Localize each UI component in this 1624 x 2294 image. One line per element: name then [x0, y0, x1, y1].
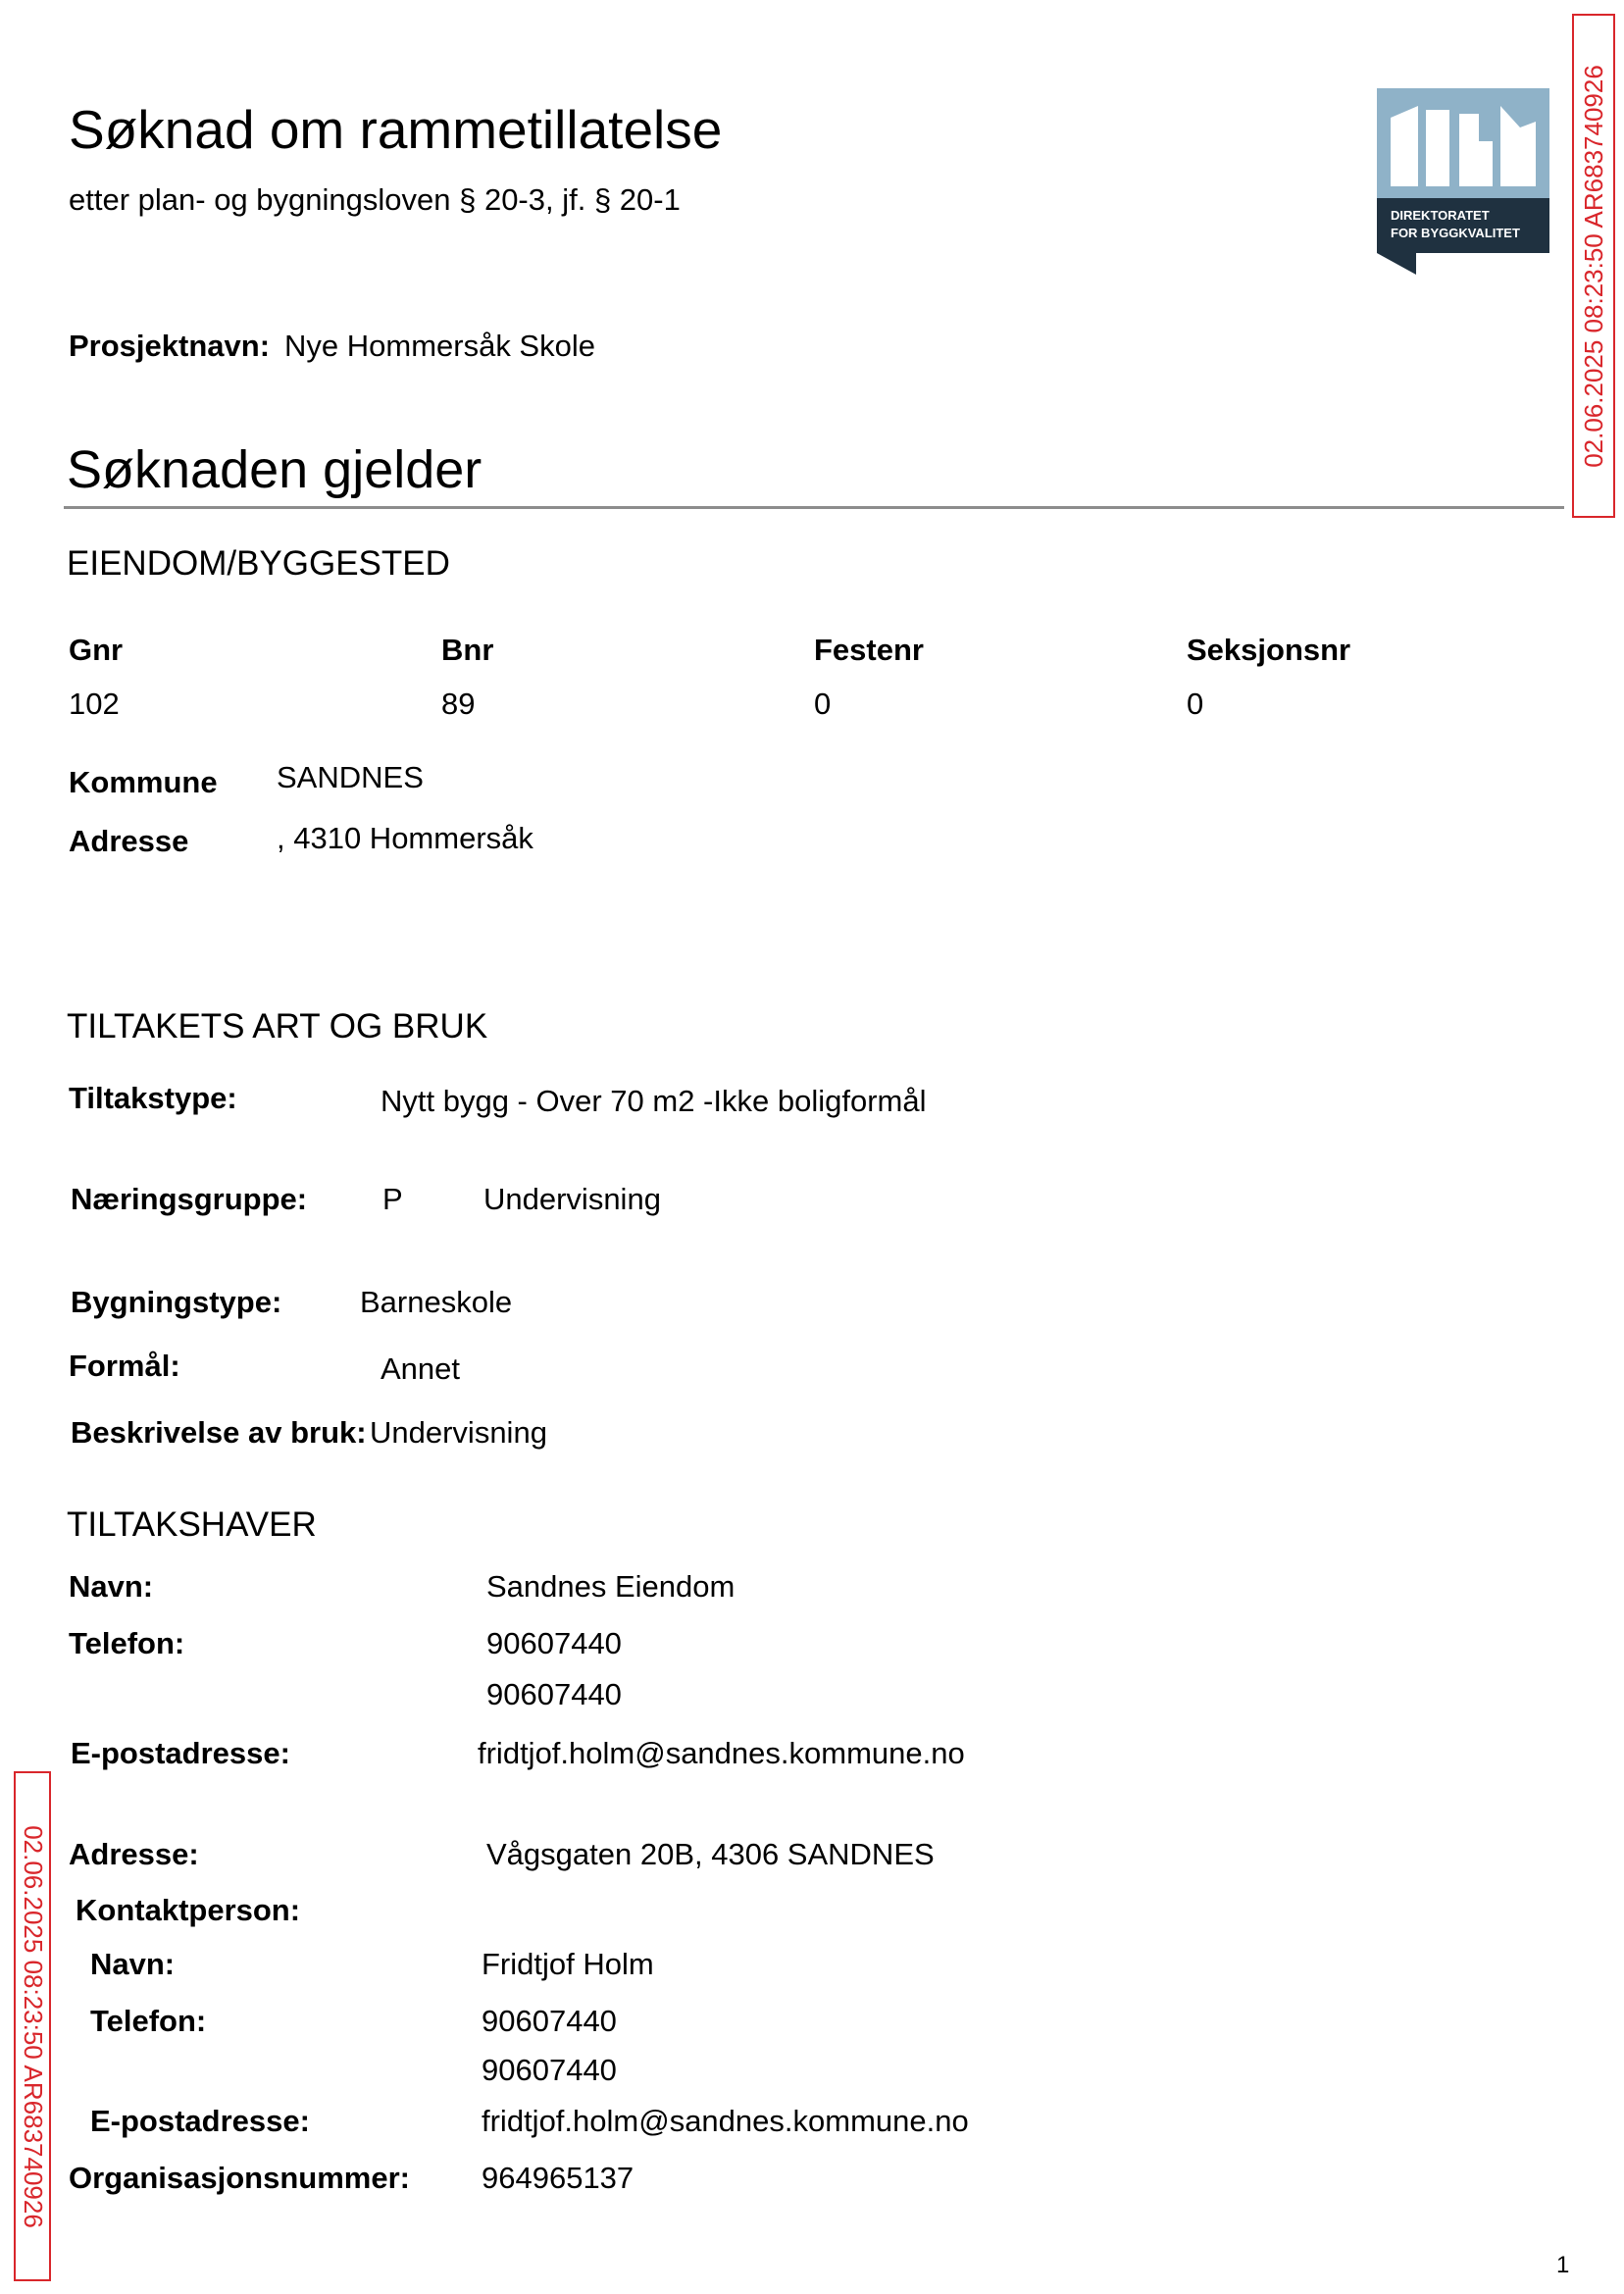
tiltak-heading: TILTAKETS ART OG BRUK [67, 1007, 488, 1045]
seksjonsnr-label: Seksjonsnr [1187, 633, 1351, 667]
tiltakshaver-telefon-label: Telefon: [69, 1626, 185, 1660]
project-value: Nye Hommersåk Skole [284, 329, 595, 363]
tiltakshaver-adresse-value: Vågsgaten 20B, 4306 SANDNES [486, 1837, 935, 1871]
festenr-value: 0 [814, 687, 832, 721]
kontakt-navn-label: Navn: [90, 1947, 176, 1981]
gnr-label: Gnr [69, 633, 124, 667]
date-stamp-text: 02.06.2025 08:23:50 AR683740926 [1578, 64, 1608, 468]
formal-value: Annet [381, 1351, 461, 1386]
bygningstype-label: Bygningstype: [71, 1285, 282, 1319]
beskrivelse-value: Undervisning [370, 1415, 547, 1450]
bygningstype-value: Barneskole [360, 1285, 513, 1319]
tiltakshaver-epost-value: fridtjof.holm@sandnes.kommune.no [478, 1736, 965, 1770]
bnr-value: 89 [441, 687, 476, 721]
section-divider [64, 506, 1564, 509]
page-number: 1 [1556, 2252, 1570, 2278]
kommune-value: SANDNES [277, 760, 424, 794]
date-stamp-bottom [14, 1771, 51, 2281]
tiltakshaver-navn-value: Sandnes Eiendom [486, 1569, 736, 1604]
section-heading: Søknaden gjelder [67, 440, 482, 499]
festenr-label: Festenr [814, 633, 924, 667]
date-stamp-text: 02.06.2025 08:23:50 AR683740926 [18, 1824, 48, 2228]
tiltakshaver-heading: TILTAKSHAVER [67, 1505, 317, 1544]
kontakt-epost-label: E-postadresse: [90, 2104, 310, 2138]
kontakt-epost-value: fridtjof.holm@sandnes.kommune.no [482, 2104, 969, 2138]
kontakt-navn-value: Fridtjof Holm [482, 1947, 654, 1981]
tiltakshaver-telefon-value-1: 90607440 [486, 1626, 622, 1660]
kontaktperson-label: Kontaktperson: [76, 1893, 301, 1927]
tiltakshaver-epost-label: E-postadresse: [71, 1736, 290, 1770]
kontakt-telefon-label: Telefon: [90, 2004, 207, 2038]
kommune-label: Kommune [69, 765, 218, 799]
logo-text-line2: FOR BYGGKVALITET [1391, 226, 1520, 240]
eiendom-heading: EIENDOM/BYGGESTED [67, 544, 450, 583]
naeringsgruppe-value: Undervisning [483, 1182, 661, 1216]
tiltakshaver-navn-label: Navn: [69, 1569, 154, 1604]
dibk-logo [1377, 88, 1549, 275]
orgnr-label: Organisasjonsnummer: [69, 2161, 410, 2195]
orgnr-value: 964965137 [482, 2161, 634, 2195]
document-subtitle: etter plan- og bygningsloven § 20-3, jf. § 20-1 [69, 182, 681, 217]
logo-text-line1: DIREKTORATET [1391, 208, 1490, 223]
seksjonsnr-value: 0 [1187, 687, 1204, 721]
kontakt-telefon-value-1: 90607440 [482, 2004, 617, 2038]
bnr-label: Bnr [441, 633, 494, 667]
gnr-value: 102 [69, 687, 120, 721]
formal-label: Formål: [69, 1349, 180, 1383]
project-label: Prosjektnavn: [69, 329, 271, 363]
adresse-value: , 4310 Hommersåk [277, 821, 533, 855]
beskrivelse-label: Beskrivelse av bruk: [71, 1415, 367, 1450]
document-title: Søknad om rammetillatelse [69, 99, 723, 160]
date-stamp-top [1572, 14, 1615, 518]
kontakt-telefon-value-2: 90607440 [482, 2053, 617, 2087]
tiltakstype-label: Tiltakstype: [69, 1081, 237, 1115]
dibk-logo-mark [1377, 88, 1549, 275]
naeringsgruppe-label: Næringsgruppe: [71, 1182, 308, 1216]
tiltakshaver-telefon-value-2: 90607440 [486, 1677, 622, 1711]
adresse-label: Adresse [69, 824, 189, 858]
tiltakshaver-adresse-label: Adresse: [69, 1837, 199, 1871]
naeringsgruppe-code: P [382, 1182, 403, 1216]
tiltakstype-value: Nytt bygg - Over 70 m2 -Ikke boligformål [381, 1084, 927, 1118]
